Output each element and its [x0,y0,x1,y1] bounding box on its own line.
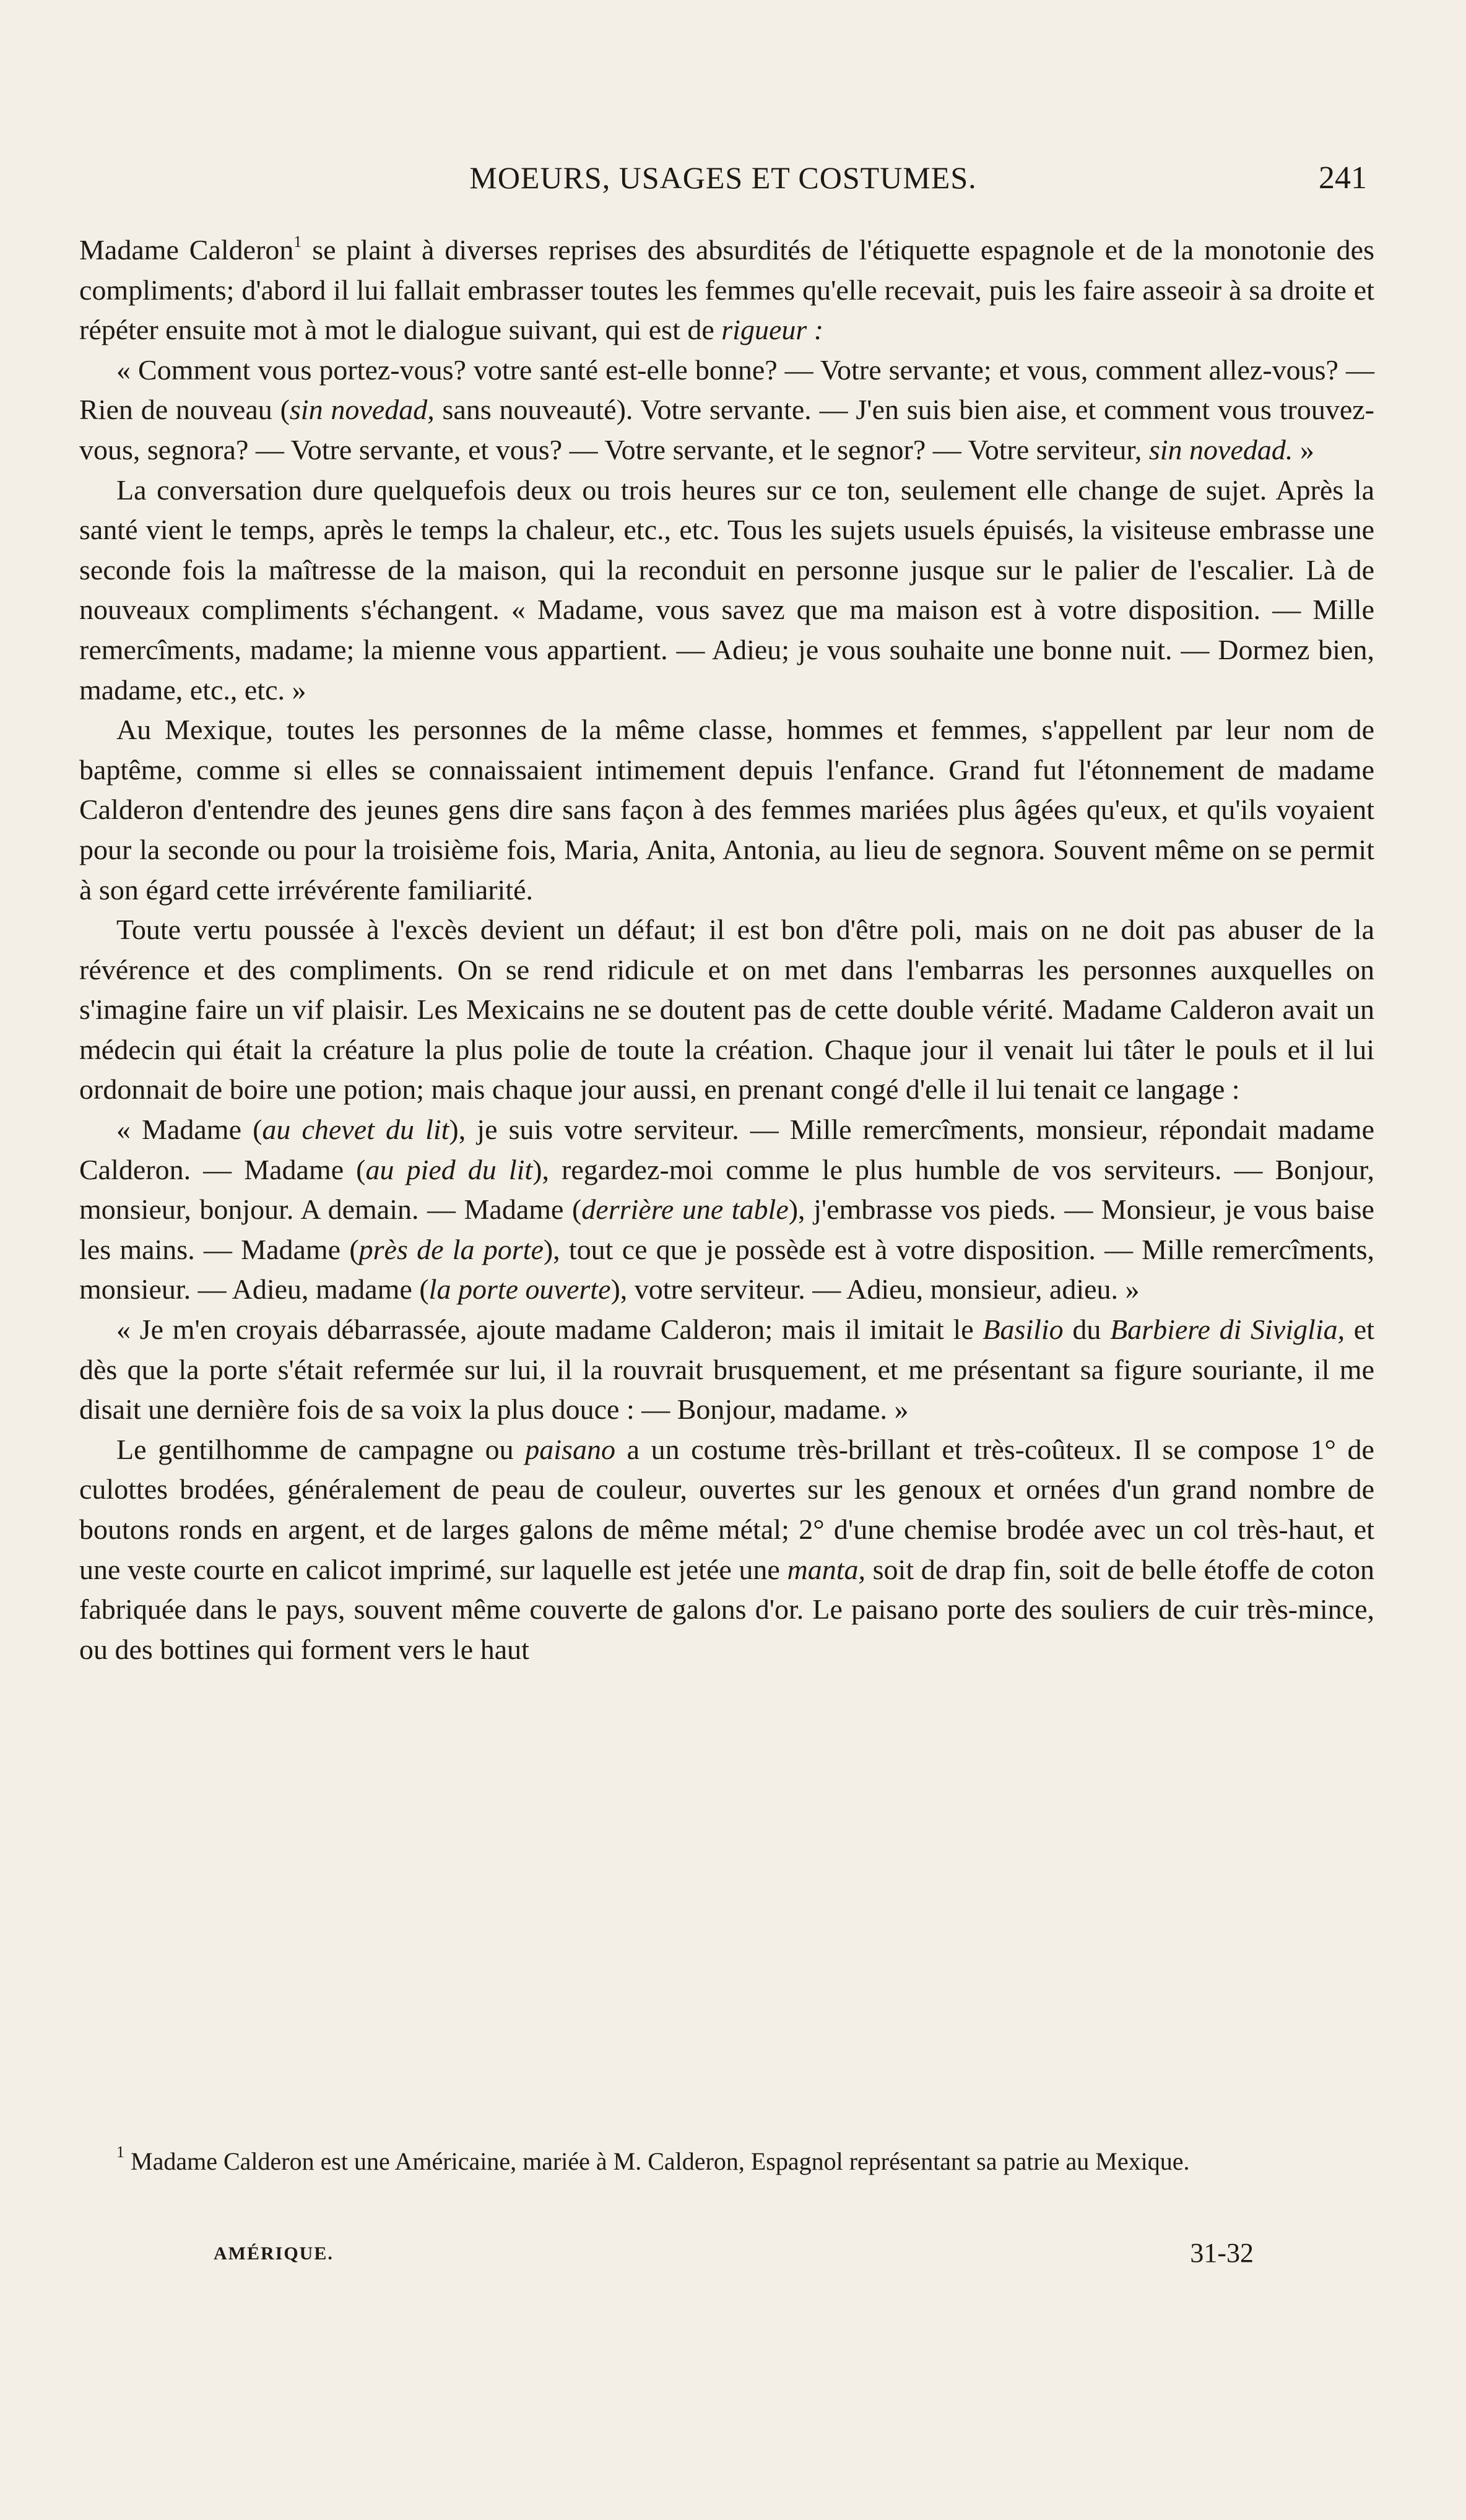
italic-segment: près de la porte [358,1233,544,1265]
text-segment: et dès que la porte s'était refermée sur lui, il la rouvrait brusquement, et me présentant sa figure souriante, il me disait une dernière fois de sa voix la plus douce : — Bonjour, madame. » [79,1314,1375,1426]
italic-segment: manta, [787,1553,865,1585]
italic-segment: sin novedad, [289,394,435,426]
main-text [79,230,1374,1669]
italic-segment: Basilio [982,1314,1064,1346]
running-title: MOEURS, USAGES ET COSTUMES. [469,160,977,195]
text-segment: ), regardez-moi comme le plus humble de vos serviteurs. — Bonjour, monsieur, bonjour. A demain. — Madame ( [79,1153,1375,1226]
text-segment: sans nouveauté). Votre servante. — J'en suis bien aise, et comment vous trouvez-vous, segnora? — Votre servante, et vous? — Votre servante, et le segnor? — Votre serviteur, [79,394,1374,465]
italic-segment: Barbiere di Siviglia, [1110,1314,1345,1346]
italic-segment: paisano [525,1433,615,1465]
italic-segment: au chevet du lit [262,1114,449,1146]
text-segment: ), tout ce que je possède est à votre disposition. — Mille remercîments, monsieur. — Adieu, madame ( [79,1233,1375,1305]
sheet-number: 31-32 [1190,2238,1254,2268]
paragraph-5: Toute vertu poussée à l'excès devient un défaut; il est bon d'être poli, mais on ne doit pas abuser de la révérence et des compliments. On se rend ridicule et on met dans l'embarras les personnes auxquelles on s'imagine faire un vif plaisir. Les Mexicains ne se doutent pas de cette double vérité. Madame Calderon avait un médecin qui était la créature la plus polie de toute la création. Chaque jour il venait lui tâter le pouls et il lui ordonnait de boire une potion; mais chaque jour aussi, en prenant congé d'elle il lui tenait ce langage : [79,914,1374,1106]
text-segment: « Madame ( [116,1114,262,1146]
paragraph-6 [79,1110,1374,1310]
paragraph-2 [79,350,1374,470]
text-segment: soit de drap fin, soit de belle étoffe de coton fabriquée dans le pays, souvent même couverte de galons d'or. Le paisano porte des souliers de cuir très-mince, ou des bottines qui forment vers le haut [79,1553,1374,1665]
signature-mark: AMÉRIQUE. [214,2243,334,2264]
text-segment: du [1063,1314,1111,1346]
footnote-text [79,2144,1374,2179]
italic-segment: rigueur : [721,314,824,346]
page-number: 241 [1319,160,1367,196]
paragraph-3: La conversation dure quelquefois deux ou trois heures sur ce ton, seulement elle change de sujet. Après la santé vient le temps, après le temps la chaleur, etc., etc. Tous les sujets usuels épuisés, la visiteuse embrasse une seconde fois la maîtresse de la maison, qui la reconduit en personne jusque sur le palier de l'escalier. Là de nouveaux compliments s'échangent. « Madame, vous savez que ma maison est à votre disposition. — Mille remercîments, madame; la mienne vous appartient. — Adieu; je vous souhaite une bonne nuit. — Dormez bien, madame, etc., etc. » [79,474,1374,706]
text-segment: ), je suis votre serviteur. — Mille remercîments, monsieur, répondait madame Calderon. — Madame ( [79,1114,1375,1185]
italic-segment: la porte ouverte [428,1273,611,1305]
footnote-marker: 1 [293,233,302,251]
text-segment: « Je m'en croyais débarrassée, ajoute madame Calderon; mais il imitait le [116,1314,983,1346]
text-segment: Madame Calderon [79,234,294,266]
footnote-body: Madame Calderon est une Américaine, mariée à M. Calderon, Espagnol représentant sa patrie au Mexique. [124,2147,1190,2175]
paragraph-8 [79,1430,1374,1670]
paragraph-4: Au Mexique, toutes les personnes de la même classe, hommes et femmes, s'appellent par leur nom de baptême, comme si elles se connaissaient intimement depuis l'enfance. Grand fut l'étonnement de madame Calderon d'entendre des jeunes gens dire sans façon à des femmes mariées plus âgées qu'eux, et qu'ils voyaient pour la seconde ou pour la troisième fois, Maria, Anita, Antonia, au lieu de segnora. Souvent même on se permit à son égard cette irrévérente familiarité. [79,714,1374,906]
text-segment: a un costume très-brillant et très-coûteux. Il se compose 1° de culottes brodées, généralement de peau de couleur, ouvertes sur les genoux et ornées d'un grand nombre de boutons ronds en argent, et de larges galons de même métal; 2° d'une chemise brodée avec un col très-haut, et une veste courte en calicot imprimé, sur laquelle est jetée une [79,1433,1374,1585]
footnote-number: 1 [116,2143,124,2161]
footnote [79,2144,1374,2179]
page-header [79,160,1367,209]
text-segment: « Comment vous portez-vous? votre santé est-elle bonne? — Votre servante; et vous, comment allez-vous? — Rien de nouveau ( [79,353,1374,426]
text-segment: ), j'embrasse vos pieds. — Monsieur, je vous baise les mains. — Madame ( [79,1193,1374,1265]
italic-segment: au pied du lit [365,1153,533,1185]
paragraph-7 [79,1310,1374,1430]
text-segment: » [1293,433,1314,465]
italic-segment: derrière une table [581,1193,789,1226]
text-segment: se plaint à diverses reprises des absurdités de l'étiquette espagnole et de la monotonie des compliments; d'abord il lui fallait embrasser toutes les femmes qu'elle recevait, puis les faire asseoir à sa droite et répéter ensuite mot à mot le dialogue suivant, qui est de [79,234,1375,346]
text-segment: ), votre serviteur. — Adieu, monsieur, adieu. » [610,1273,1140,1305]
paragraph-1 [79,230,1374,350]
page-footer [214,2237,1254,2274]
italic-segment: sin novedad. [1148,433,1293,465]
text-segment: Le gentilhomme de campagne ou [116,1433,526,1465]
